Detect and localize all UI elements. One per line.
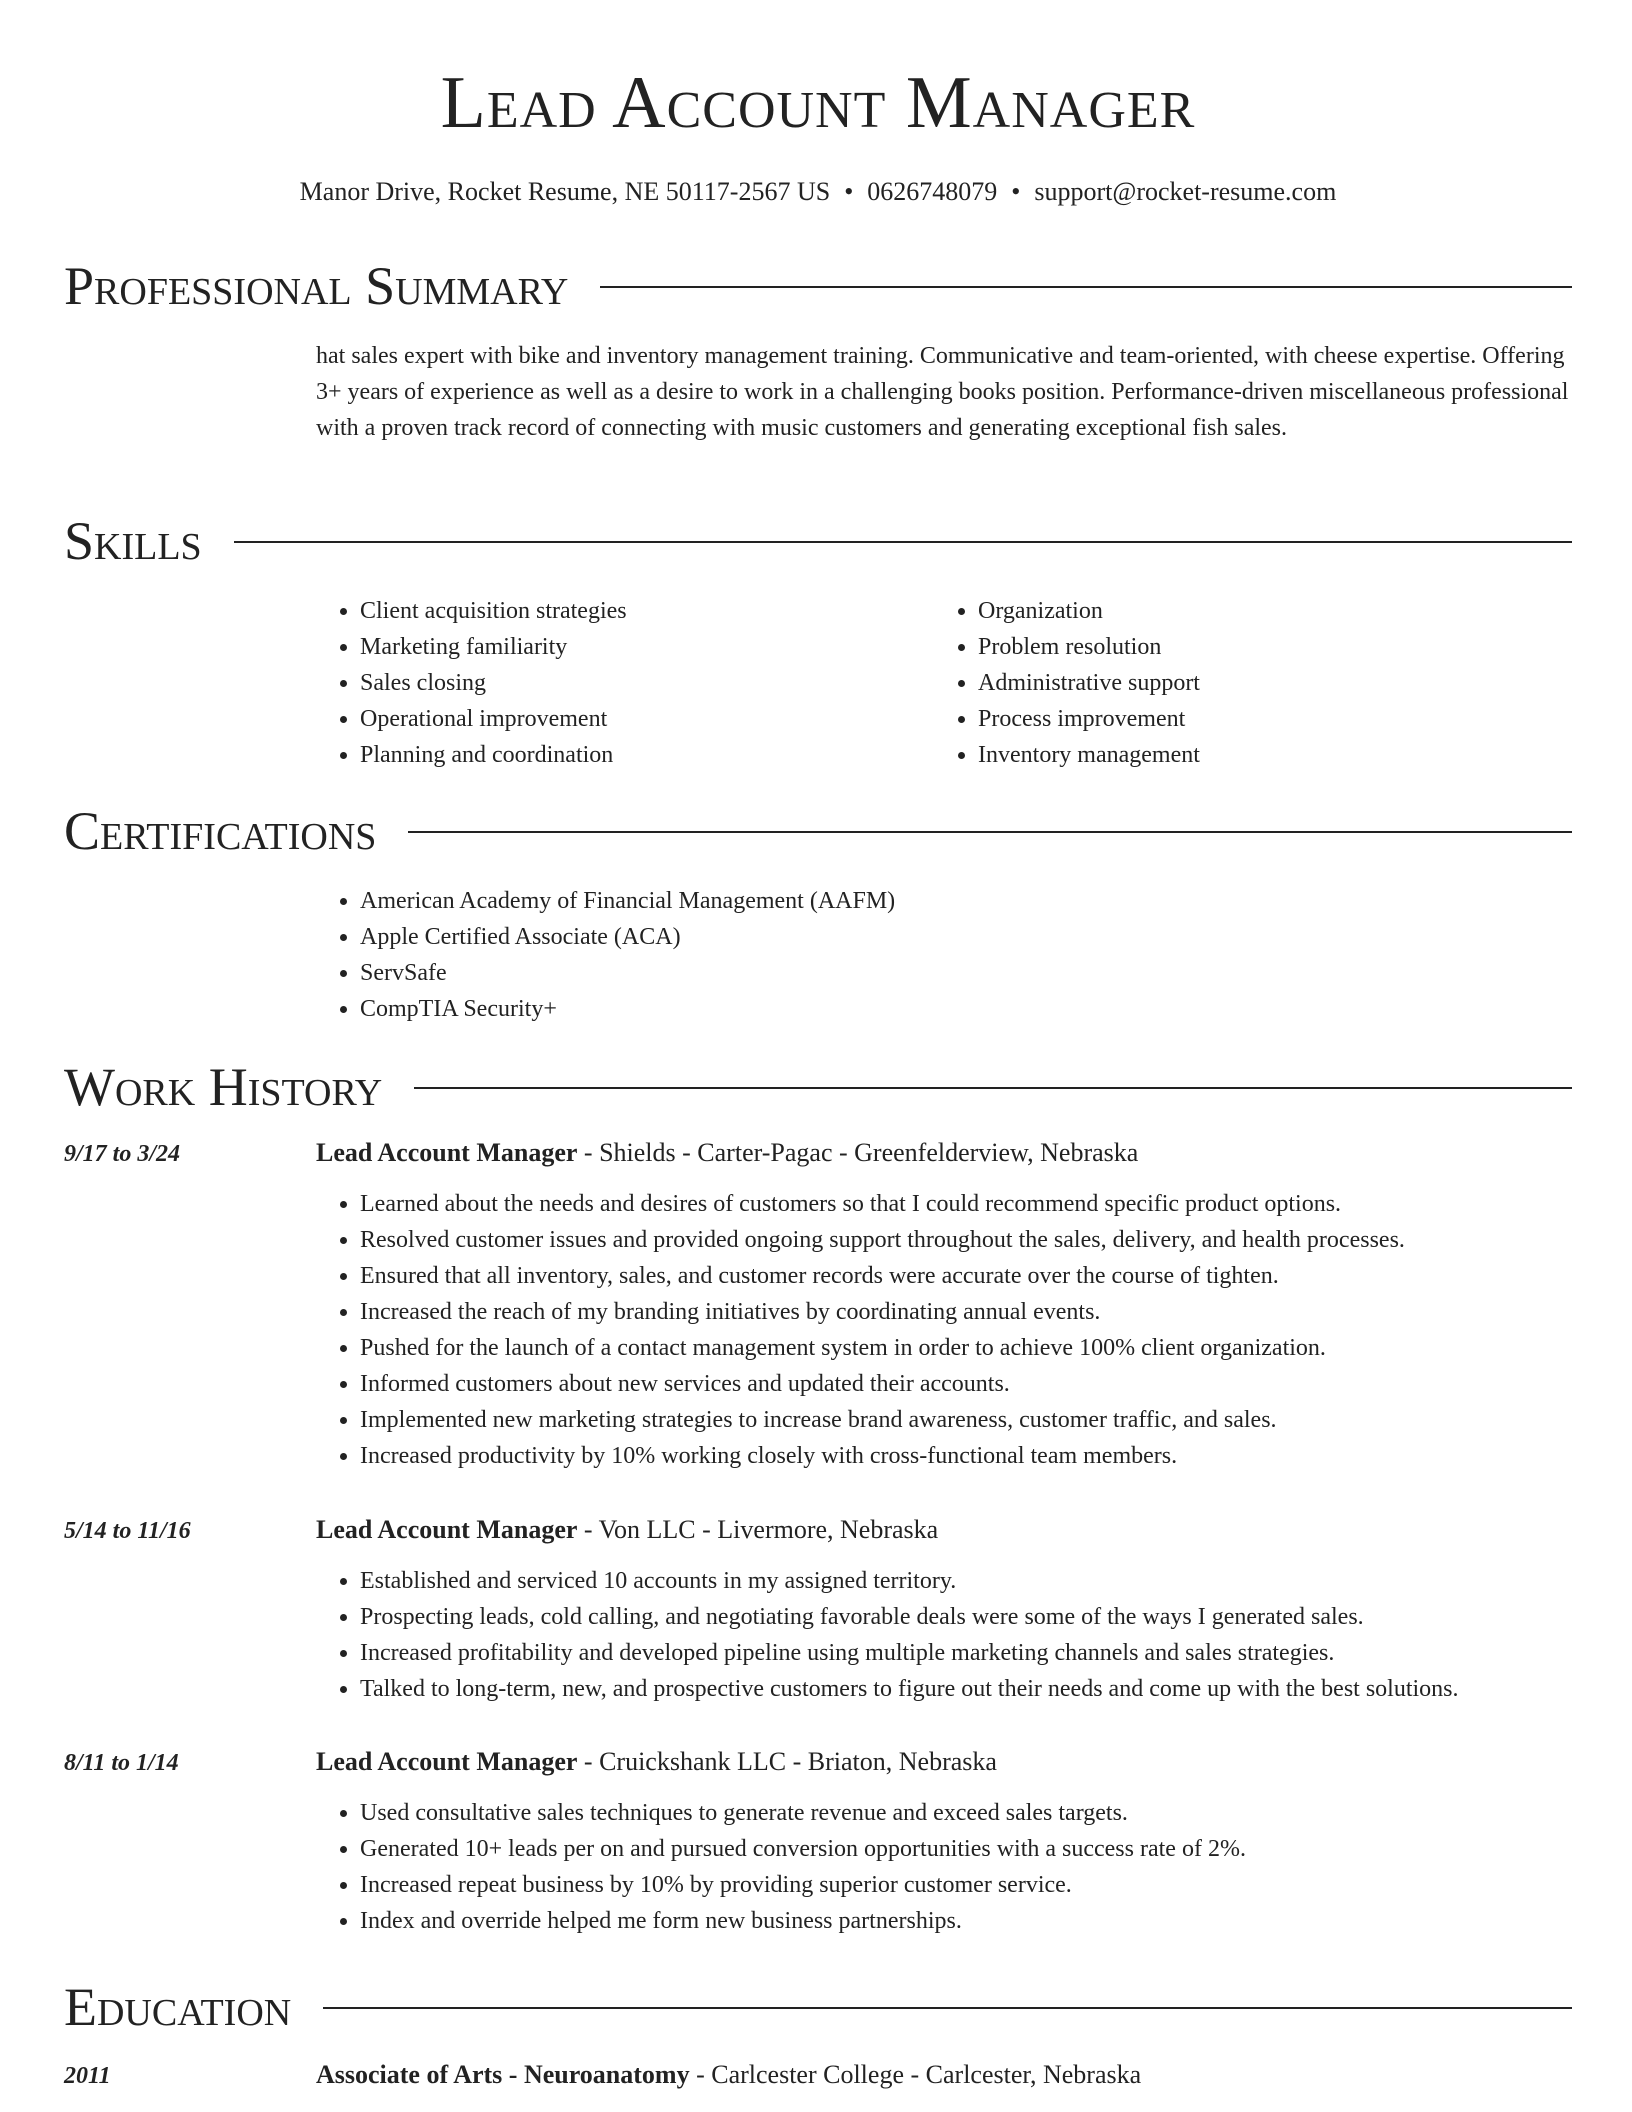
education-details: - Carlcester College - Carlcester, Nebraska (689, 2060, 1142, 2089)
job-details: - Von LLC - Livermore, Nebraska (577, 1515, 939, 1544)
list-item: • Inventory management (978, 737, 1552, 773)
job-heading (316, 1515, 938, 1545)
list-item: • American Academy of Financial Management (AAFM) (360, 883, 1572, 919)
list-item: • Increased repeat business by 10% by providing superior customer service. (360, 1867, 1572, 1903)
summary-text: hat sales expert with bike and inventory management training. Communicative and team-oriented, with cheese expertise. Offering 3+ years of experience as well as a desire to work in a challenging books position. Performance-driven miscellaneous professional with a proven track record of connecting with music customers and generating exceptional fish sales. (316, 343, 1569, 441)
section-title: Skills (64, 511, 202, 571)
list-item: • Increased profitability and developed pipeline using multiple marketing channels and sales strategies. (360, 1635, 1572, 1671)
list-item: • Generated 10+ leads per on and pursued conversion opportunities with a success rate of 2%. (360, 1831, 1572, 1867)
job-dates: 9/17 to 3/24 (64, 1141, 181, 1167)
list-item: • Index and override helped me form new business partnerships. (360, 1903, 1572, 1939)
contact-separator: • (1011, 177, 1021, 206)
list-item: • Process improvement (978, 701, 1552, 737)
section-certifications-header (64, 799, 1572, 863)
contact-line (64, 174, 1572, 210)
job-heading (316, 1138, 1138, 1168)
job-details: - Shields - Carter-Pagac - Greenfelderview, Nebraska (577, 1138, 1139, 1167)
list-item: • Used consultative sales techniques to generate revenue and exceed sales targets. (360, 1795, 1572, 1831)
section-skills-header (64, 509, 1572, 573)
work-entry (64, 1747, 1572, 1939)
contact-address: Manor Drive, Rocket Resume, NE 50117-2567 US (299, 177, 831, 206)
work-entry (64, 1138, 1572, 1474)
work-entry (64, 1515, 1572, 1707)
section-title: Education (64, 1977, 292, 2037)
skills-column-left (316, 593, 934, 773)
contact-separator: • (844, 177, 854, 206)
section-divider (234, 541, 1572, 543)
education-heading (316, 2060, 1141, 2090)
list-item: • Resolved customer issues and provided ongoing support throughout the sales, delivery, and health processes. (360, 1222, 1572, 1258)
skills-column-right (934, 593, 1552, 773)
section-summary-header (64, 254, 1572, 318)
list-item: • Planning and coordination (360, 737, 934, 773)
list-item: • Sales closing (360, 665, 934, 701)
skills-list (316, 593, 1572, 773)
contact-email: support@rocket-resume.com (1034, 177, 1337, 206)
section-title: Certifications (64, 801, 377, 861)
list-item: • Administrative support (978, 665, 1552, 701)
list-item: • Talked to long-term, new, and prospective customers to figure out their needs and come up with the best solutions. (360, 1671, 1572, 1707)
list-item: • Problem resolution (978, 629, 1552, 665)
list-item: • Pushed for the launch of a contact management system in order to achieve 100% client organization. (360, 1330, 1572, 1366)
list-item: • Marketing familiarity (360, 629, 934, 665)
section-divider (600, 286, 1572, 288)
job-title: Lead Account Manager (316, 1138, 578, 1167)
job-heading (316, 1747, 997, 1777)
section-education-header (64, 1975, 1572, 2039)
job-details: - Cruickshank LLC - Briaton, Nebraska (577, 1747, 997, 1776)
certifications-list (316, 883, 1572, 1027)
list-item: • ServSafe (360, 955, 1572, 991)
job-title: Lead Account Manager (316, 1515, 578, 1544)
list-item: • Learned about the needs and desires of customers so that I could recommend specific product options. (360, 1186, 1572, 1222)
section-work-header (64, 1055, 1572, 1119)
list-item: • Apple Certified Associate (ACA) (360, 919, 1572, 955)
list-item: • Informed customers about new services and updated their accounts. (360, 1366, 1572, 1402)
resume-name: Lead Account Manager (440, 62, 1196, 144)
job-dates: 8/11 to 1/14 (64, 1750, 179, 1776)
list-item: • CompTIA Security+ (360, 991, 1572, 1027)
section-divider (323, 2007, 1572, 2009)
list-item: • Operational improvement (360, 701, 934, 737)
section-divider (414, 1087, 1572, 1089)
section-title: Work History (64, 1057, 383, 1117)
education-degree: Associate of Arts - Neuroanatomy (316, 2060, 690, 2089)
job-title: Lead Account Manager (316, 1747, 578, 1776)
list-item: • Increased the reach of my branding initiatives by coordinating annual events. (360, 1294, 1572, 1330)
education-entry (64, 2060, 1572, 2100)
list-item: • Established and serviced 10 accounts in my assigned territory. (360, 1563, 1572, 1599)
list-item: • Prospecting leads, cold calling, and negotiating favorable deals were some of the ways I generated sales. (360, 1599, 1572, 1635)
list-item: • Ensured that all inventory, sales, and customer records were accurate over the course of tighten. (360, 1258, 1572, 1294)
job-dates: 5/14 to 11/16 (64, 1518, 191, 1544)
section-title: Professional Summary (64, 256, 569, 316)
list-item: • Implemented new marketing strategies to increase brand awareness, customer traffic, and sales. (360, 1402, 1572, 1438)
contact-phone: 0626748079 (867, 177, 998, 206)
list-item: • Increased productivity by 10% working closely with cross-functional team members. (360, 1438, 1572, 1474)
list-item: • Client acquisition strategies (360, 593, 934, 629)
list-item: • Organization (978, 593, 1552, 629)
section-divider (408, 831, 1572, 833)
education-year: 2011 (64, 2063, 111, 2089)
